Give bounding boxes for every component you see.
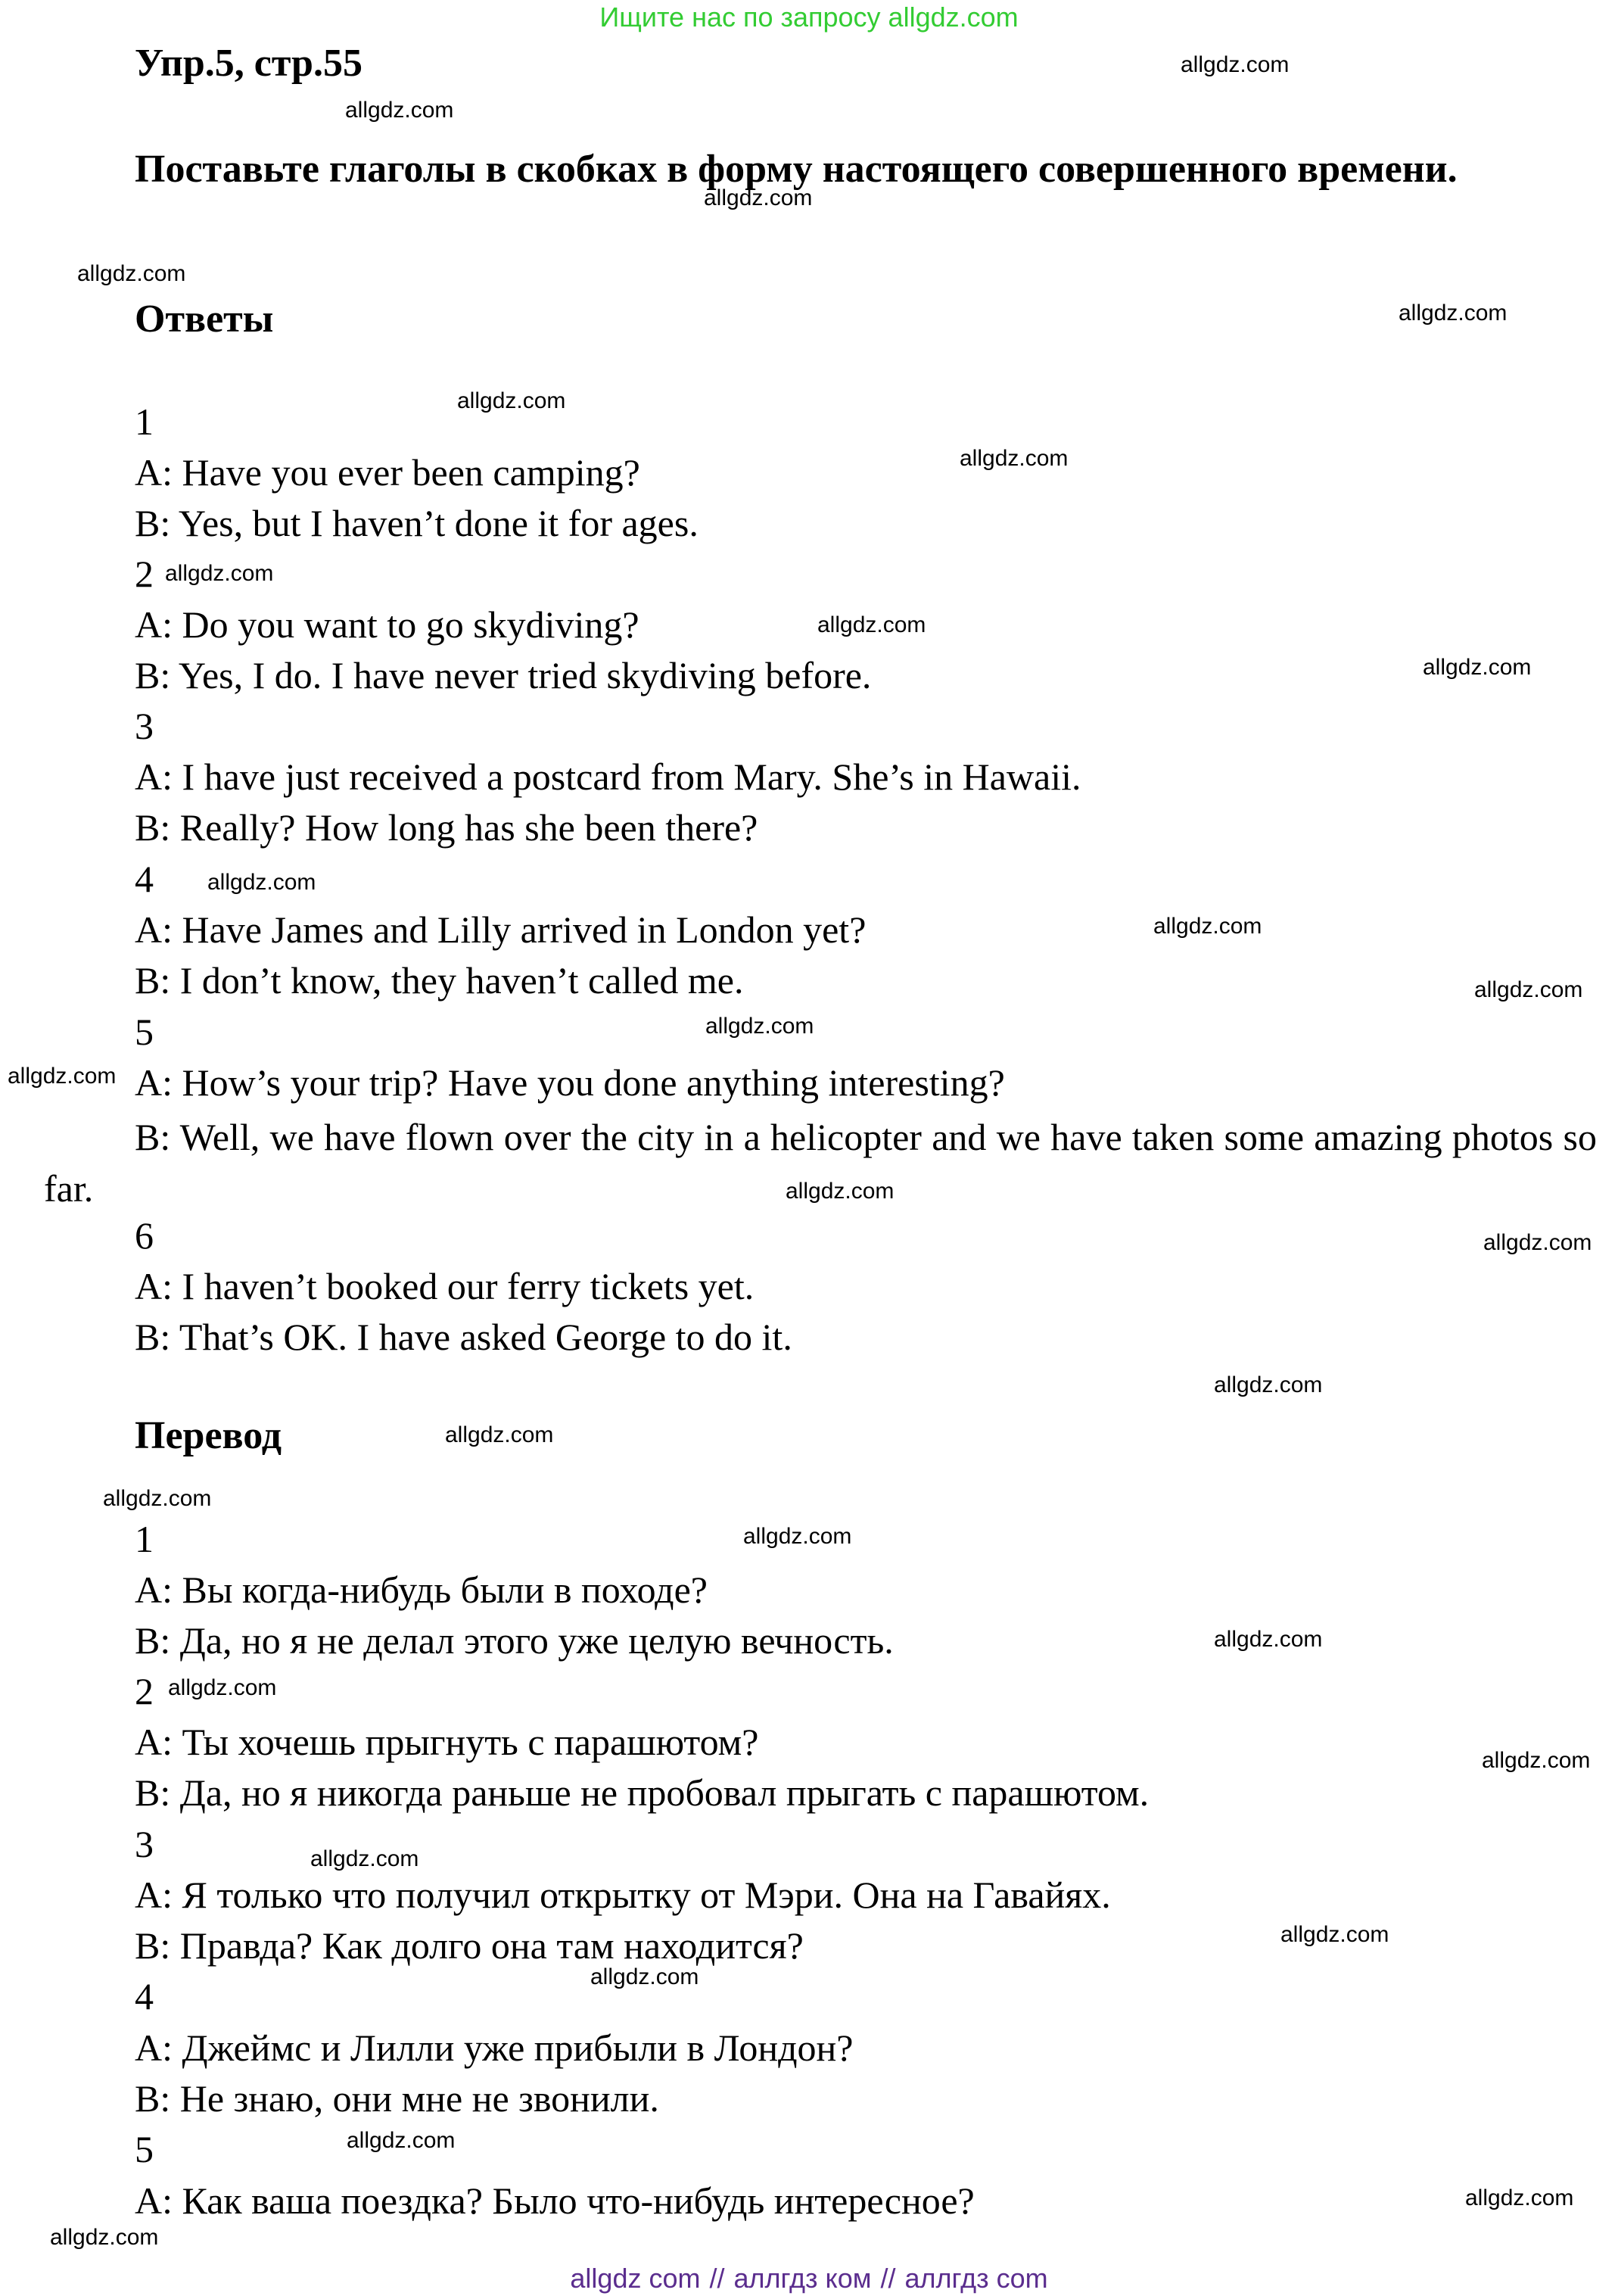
watermark: allgdz.com (1423, 655, 1532, 680)
answer-line-b: B: Well, we have flown over the city in a helicopter and we have taken some amazing photos so far. (44, 1116, 1597, 1210)
watermark: allgdz.com (168, 1675, 277, 1700)
watermark: allgdz.com (1483, 1230, 1592, 1255)
answer-line-b: B: Really? How long has she been there? (135, 806, 758, 849)
answer-line-b: B: Yes, but I haven’t done it for ages. (135, 502, 699, 544)
bottom-banner-link[interactable]: allgdz com (570, 2263, 701, 2294)
answer-line-b: B: That’s OK. I have asked George to do it. (135, 1316, 792, 1358)
answer-line-a: A: I have just received a postcard from Mary. She’s in Hawaii. (135, 755, 1081, 798)
watermark: allgdz.com (1214, 1627, 1323, 1652)
watermark: allgdz.com (310, 1846, 419, 1871)
translation-line-a: A: Как ваша поездка? Было что-нибудь интересное? (135, 2179, 975, 2222)
bottom-banner-link[interactable]: аллгдз ком (733, 2263, 872, 2294)
translation-line-a: A: Я только что получил открытку от Мэри. Она на Гавайях. (135, 1874, 1111, 1916)
watermark: allgdz.com (590, 1964, 699, 1989)
watermark: allgdz.com (50, 2225, 159, 2250)
translation-number: 3 (135, 1823, 154, 1865)
bottom-banner-separator: // (880, 2263, 896, 2294)
answer-number: 2 (135, 553, 154, 595)
answers-heading: Ответы (135, 298, 274, 341)
answer-number: 6 (135, 1214, 154, 1257)
task-instruction: Поставьте глаголы в скобках в форму настоящего совершенного времени. (135, 148, 1458, 191)
watermark: allgdz.com (1214, 1372, 1323, 1397)
watermark: allgdz.com (207, 870, 316, 895)
bottom-banner-link[interactable]: аллгдз com (904, 2263, 1048, 2294)
translation-line-b: B: Не знаю, они мне не звонили. (135, 2077, 659, 2120)
answer-line-b: B: Yes, I do. I have never tried skydiving before. (135, 654, 872, 696)
bottom-banner[interactable] (0, 2262, 1618, 2295)
top-banner[interactable]: Ищите нас по запросу allgdz.com (599, 2, 1019, 33)
watermark: allgdz.com (817, 612, 926, 637)
watermark: allgdz.com (1280, 1922, 1389, 1947)
watermark: allgdz.com (704, 185, 813, 210)
watermark: allgdz.com (960, 446, 1069, 471)
watermark: allgdz.com (1482, 1748, 1591, 1773)
translation-line-b: B: Да, но я никогда раньше не пробовал прыгать с парашютом. (135, 1771, 1150, 1814)
watermark: allgdz.com (1474, 977, 1583, 1002)
watermark: allgdz.com (705, 1014, 814, 1039)
answer-number: 4 (135, 858, 154, 900)
watermark: allgdz.com (77, 261, 186, 286)
watermark: allgdz.com (1465, 2185, 1574, 2210)
translation-number: 4 (135, 1975, 154, 2017)
answer-number: 3 (135, 705, 154, 747)
watermark: allgdz.com (103, 1486, 212, 1511)
watermark: allgdz.com (345, 98, 454, 123)
answer-line-a: A: I haven’t booked our ferry tickets yet. (135, 1265, 755, 1307)
watermark: allgdz.com (786, 1179, 895, 1204)
translation-line-a: A: Вы когда-нибудь были в походе? (135, 1569, 708, 1611)
watermark: allgdz.com (1153, 914, 1262, 939)
translation-number: 1 (135, 1518, 154, 1560)
translation-line-a: A: Джеймс и Лилли уже прибыли в Лондон? (135, 2027, 854, 2069)
bottom-banner-separator: // (709, 2263, 725, 2294)
answer-number: 1 (135, 400, 154, 443)
watermark: allgdz.com (743, 1524, 852, 1549)
answer-line-a: A: Do you want to go skydiving? (135, 603, 639, 646)
answer-line-a: A: Have James and Lilly arrived in London yet? (135, 908, 867, 951)
translation-number: 2 (135, 1670, 154, 1712)
watermark: allgdz.com (165, 561, 274, 586)
watermark: allgdz.com (445, 1422, 554, 1447)
watermark: allgdz.com (1399, 301, 1508, 326)
translation-line-b: B: Да, но я не делал этого уже целую вечность. (135, 1619, 894, 1662)
answer-line-b: B: I don’t know, they haven’t called me. (135, 959, 744, 1002)
watermark: allgdz.com (457, 388, 566, 413)
watermark: allgdz.com (8, 1064, 117, 1089)
watermark: allgdz.com (347, 2128, 456, 2153)
answer-number: 5 (135, 1011, 154, 1053)
watermark: allgdz.com (1181, 52, 1290, 77)
answer-line-a: A: How’s your trip? Have you done anything interesting? (135, 1061, 1005, 1104)
translation-number: 5 (135, 2128, 154, 2170)
translation-heading: Перевод (135, 1414, 282, 1457)
translation-line-b: B: Правда? Как долго она там находится? (135, 1924, 804, 1967)
answer-line-a: A: Have you ever been camping? (135, 451, 640, 494)
translation-line-a: A: Ты хочешь прыгнуть с парашютом? (135, 1721, 759, 1763)
exercise-title: Упр.5, стр.55 (135, 42, 362, 85)
